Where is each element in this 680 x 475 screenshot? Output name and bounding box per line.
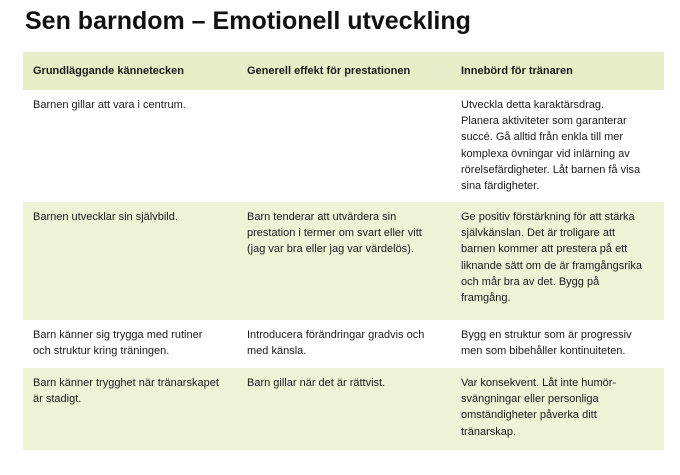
table-cell-characteristic: Barn känner trygghet när tränarskapet är stadigt.: [33, 377, 219, 406]
column-header-coach-implication: Innebörd för tränaren: [461, 65, 573, 77]
table-cell-characteristic: Barnen utvecklar sin självbild.: [33, 211, 178, 223]
characteristics-table: [23, 52, 664, 450]
table-cell-characteristic: Barnen gillar att vara i centrum.: [33, 99, 186, 111]
table-cell-effect: Introducera förändringar gradvis och med känsla.: [247, 329, 425, 358]
table-row: [23, 202, 664, 320]
table-row: [23, 90, 664, 202]
table-cell-effect: Barn gillar när det är rättvist.: [247, 377, 386, 389]
table-cell-characteristic: Barn känner sig trygga med rutiner och struktur kring träningen.: [33, 329, 203, 358]
table-cell-effect: Barn tenderar att utvärdera sin prestation i termer om svart eller vitt (jag var bra eller jag var värdelös).: [247, 211, 422, 256]
table-cell-implication: Var konsekvent. Låt inte humör- svängningar eller personliga omständigheter påverka ditt tränarskap.: [461, 377, 617, 438]
table-cell-implication: Bygg en struktur som är progressiv men som bibehåller kontinuiteten.: [461, 329, 632, 358]
table-cell-implication: Utveckla detta karaktärsdrag. Planera aktiviteter som garanterar succé. Gå alltid från enkla till mer komplexa övningar vid inlärning av rörelsefärdigheter. Låt barnen få visa sina färdigheter.: [461, 99, 641, 193]
table-header-row: [23, 52, 664, 90]
table-row: [23, 320, 664, 368]
table-cell-implication: Ge positiv förstärkning för att stärka självkänslan. Det är troligare att barnen kommer att prestera på ett liknande sätt om de är framgångsrika och mår bra av det. Bygg på framgång.: [461, 211, 642, 305]
page-title: Sen barndom – Emotionell utveckling: [25, 7, 471, 35]
column-header-characteristics: Grundläggande kännetecken: [33, 65, 184, 77]
column-header-performance-effect: Generell effekt för prestationen: [247, 65, 411, 77]
table-row: [23, 368, 664, 450]
